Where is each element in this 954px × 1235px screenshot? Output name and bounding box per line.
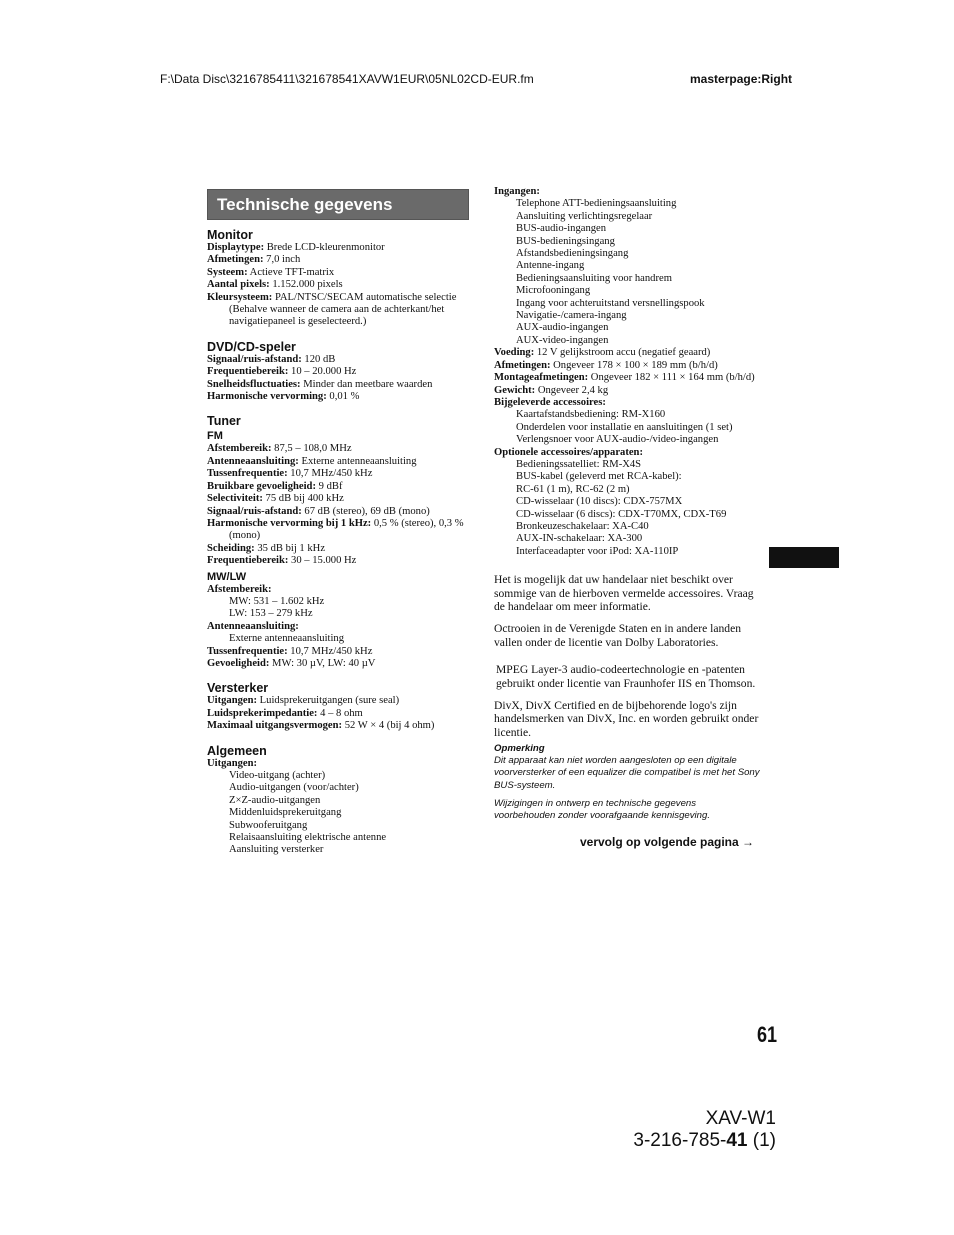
fm-specs bbox=[207, 443, 469, 567]
spec-row: Frequentiebereik: 30 – 15.000 Hz bbox=[207, 555, 357, 567]
list-item: Onderdelen voor installatie en aansluitingen (1 set) bbox=[516, 421, 733, 433]
list-item: MW: 531 – 1.602 kHz bbox=[229, 595, 325, 607]
list-item: Afstandsbedieningsingang bbox=[516, 248, 629, 260]
list-item: Video-uitgang (achter) bbox=[229, 770, 326, 781]
spec-row: Snelheidsfluctuaties: Minder dan meetbare waarden bbox=[207, 378, 433, 390]
section-tab-marker bbox=[769, 547, 839, 568]
list-item: Externe antenneaansluiting bbox=[229, 633, 345, 645]
list-item: Aansluiting versterker bbox=[229, 844, 324, 856]
list-item: Bedieningssatelliet: RM-X4S bbox=[516, 458, 642, 470]
list-item: Relaisaansluiting elektrische antenne bbox=[229, 832, 387, 844]
spec-row: Luidsprekerimpedantie: 4 – 8 ohm bbox=[207, 707, 363, 719]
list-item: LW: 153 – 279 kHz bbox=[229, 608, 313, 620]
model-name: XAV-W1 bbox=[705, 1108, 776, 1129]
list-item: Microfooningang bbox=[516, 285, 591, 297]
continued-link: vervolg op volgende pagina → bbox=[579, 835, 754, 850]
list-item: AUX-audio-ingangen bbox=[516, 322, 609, 334]
spec-row: Tussenfrequentie: 10,7 MHz/450 kHz bbox=[207, 468, 373, 480]
heading-general: Algemeen bbox=[207, 743, 267, 758]
spec-row: Kleursysteem: PAL/NTSC/SECAM automatische selectie (Behalve wanneer de camera aan de achterkant/het navigatiepaneel is geselecteerd.) bbox=[207, 291, 457, 328]
optional-list bbox=[494, 459, 760, 558]
heading-monitor: Monitor bbox=[207, 228, 253, 242]
note-text: Dit apparaat kan niet worden aangesloten op een digitale voorversterker of een equalizer die compatibel is met het Sony BUS-systeem. bbox=[494, 755, 760, 791]
list-item: Aansluiting verlichtingsregelaar bbox=[516, 210, 653, 222]
spec-row: Tussenfrequentie: 10,7 MHz/450 kHz bbox=[207, 645, 373, 657]
list-item: Bedieningsaansluiting voor handrem bbox=[516, 272, 672, 284]
left-column bbox=[207, 189, 469, 857]
amp-specs bbox=[207, 695, 469, 732]
list-item: Antenne-ingang bbox=[516, 260, 585, 272]
spec-label: Uitgangen: bbox=[207, 757, 258, 769]
spec-row: Gewicht: Ongeveer 2,4 kg bbox=[494, 384, 609, 396]
spec-row: Antenneaansluiting: Externe antenneaansluiting bbox=[207, 455, 417, 467]
spec-row: Selectiviteit: 75 dB bij 400 kHz bbox=[207, 493, 344, 505]
dealer-paragraph: Het is mogelijk dat uw handelaar niet beschikt over sommige van de hierboven vermelde accessoires. Vraag de handelaar om meer informatie. bbox=[494, 573, 754, 613]
spec-row: Harmonische vervorming: 0,01 % bbox=[207, 391, 360, 403]
list-item: Navigatie-/camera-ingang bbox=[516, 310, 627, 322]
heading-dvd: DVD/CD-speler bbox=[207, 339, 296, 354]
outputs-list bbox=[207, 770, 469, 857]
dolby-paragraph: Octrooien in de Verenigde Staten en in andere landen vallen onder de licentie van Dolby Laboratories. bbox=[494, 622, 742, 649]
list-item: BUS-bedieningsingang bbox=[516, 235, 615, 247]
spec-row: Afmetingen: 7,0 inch bbox=[207, 254, 301, 266]
spec-row: Montageafmetingen: Ongeveer 182 × 111 × 164 mm (b/h/d) bbox=[494, 372, 755, 384]
masterpage-label: masterpage:Right bbox=[690, 72, 793, 86]
spec-label: Bijgeleverde accessoires: bbox=[494, 396, 606, 408]
spec-row: Voeding: 12 V gelijkstroom accu (negatief geaard) bbox=[494, 347, 711, 359]
mpeg-paragraph: MPEG Layer-3 audio-codeertechnologie en -patenten gebruikt onder licentie van Fraunhofer IIS en Thomson. bbox=[496, 663, 756, 690]
list-item: RC-61 (1 m), RC-62 (2 m) bbox=[516, 483, 630, 495]
model-code: 3-216-785-41 (1) bbox=[633, 1130, 776, 1151]
heading-mwlw: MW/LW bbox=[207, 570, 247, 583]
spec-row: Maximaal uitgangsvermogen: 52 W × 4 (bij 4 ohm) bbox=[207, 720, 435, 732]
list-item: AUX-IN-schakelaar: XA-300 bbox=[516, 533, 643, 545]
divx-paragraph: DivX, DivX Certified en de bijbehorende logo's zijn handelsmerken van DivX, Inc. en worden gebruikt onder licentie. bbox=[494, 699, 759, 739]
spec-row: Afmetingen: Ongeveer 178 × 100 × 189 mm (b/h/d) bbox=[494, 359, 718, 371]
list-item: Z×Z-audio-uitgangen bbox=[229, 794, 321, 806]
inputs-list bbox=[494, 198, 760, 347]
general-specs bbox=[494, 347, 760, 397]
file-path: F:\Data Disc\3216785411\321678541XAVW1EUR\05NL02CD-EUR.fm bbox=[160, 72, 534, 86]
list-item: BUS-kabel (geleverd met RCA-kabel): bbox=[516, 471, 682, 483]
list-item: CD-wisselaar (6 discs): CDX-T70MX, CDX-T69 bbox=[516, 508, 727, 520]
list-item: Subwooferuitgang bbox=[229, 819, 308, 831]
list-item: BUS-audio-ingangen bbox=[516, 223, 607, 235]
spec-row: Frequentiebereik: 10 – 20.000 Hz bbox=[207, 366, 357, 378]
accessories-list bbox=[494, 409, 760, 446]
page-number: 61 bbox=[757, 1022, 778, 1047]
list-item: Middenluidsprekeruitgang bbox=[229, 807, 342, 819]
heading-amplifier: Versterker bbox=[207, 681, 269, 696]
list-item: Kaartafstandsbediening: RM-X160 bbox=[516, 409, 666, 421]
list-item: Telephone ATT-bedieningsaansluiting bbox=[516, 198, 677, 210]
mw-antenna-list bbox=[207, 633, 469, 645]
spec-row: Signaal/ruis-afstand: 67 dB (stereo), 69 dB (mono) bbox=[207, 505, 430, 517]
monitor-specs bbox=[207, 242, 469, 329]
spec-label: Ingangen: bbox=[494, 186, 540, 197]
note-title: Opmerking bbox=[494, 743, 545, 755]
spec-row: Systeem: Actieve TFT-matrix bbox=[207, 266, 335, 278]
spec-label: Optionele accessoires/apparaten: bbox=[494, 446, 643, 458]
mw-specs bbox=[207, 646, 469, 671]
spec-row: Harmonische vervorming bij 1 kHz: 0,5 % (stereo), 0,3 % (mono) bbox=[207, 517, 464, 542]
changes-note: Wijzigingen in ontwerp en technische gegevens voorbehouden zonder voorafgaande kennisgeving. bbox=[494, 797, 711, 822]
list-item: AUX-video-ingangen bbox=[516, 334, 609, 346]
list-item: Ingang voor achteruitstand versnellingspook bbox=[516, 297, 705, 309]
heading-tuner: Tuner bbox=[207, 414, 241, 429]
spec-row: Bruikbare gevoeligheid: 9 dBf bbox=[207, 480, 343, 492]
section-title: Technische gegevens bbox=[207, 189, 469, 220]
right-column bbox=[494, 186, 760, 849]
list-item: Interfaceadapter voor iPod: XA-110IP bbox=[516, 545, 679, 557]
list-item: Audio-uitgangen (voor/achter) bbox=[229, 782, 359, 794]
spec-label: Afstembereik: bbox=[207, 583, 272, 595]
list-item: Bronkeuzeschakelaar: XA-C40 bbox=[516, 520, 649, 532]
model-info bbox=[633, 1108, 776, 1152]
mw-range-list bbox=[207, 596, 469, 621]
heading-fm: FM bbox=[207, 430, 223, 443]
list-item: Verlengsnoer voor AUX-audio-/video-ingangen bbox=[516, 434, 719, 446]
spec-row: Signaal/ruis-afstand: 120 dB bbox=[207, 353, 336, 365]
dvd-specs bbox=[207, 354, 469, 404]
spec-row: Uitgangen: Luidsprekeruitgangen (sure seal) bbox=[207, 695, 400, 707]
spec-label: Antenneaansluiting: bbox=[207, 620, 299, 632]
spec-row: Aantal pixels: 1.152.000 pixels bbox=[207, 279, 343, 291]
spec-row: Displaytype: Brede LCD-kleurenmonitor bbox=[207, 242, 385, 253]
spec-row: Gevoeligheid: MW: 30 µV, LW: 40 µV bbox=[207, 657, 376, 669]
spec-row: Scheiding: 35 dB bij 1 kHz bbox=[207, 542, 326, 554]
spec-row: Afstembereik: 87,5 – 108,0 MHz bbox=[207, 443, 352, 455]
list-item: CD-wisselaar (10 discs): CDX-757MX bbox=[516, 496, 683, 508]
